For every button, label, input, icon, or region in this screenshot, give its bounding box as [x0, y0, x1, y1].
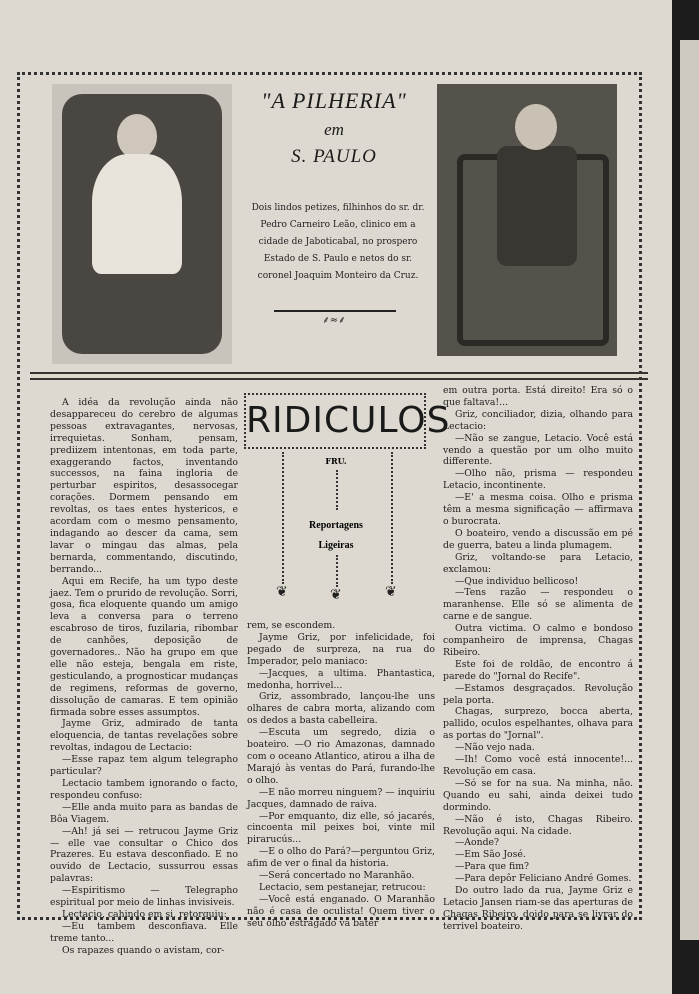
hanging-cord — [391, 452, 393, 584]
paragraph: —Você está enganado. O Maranhão não é casa de oculista! Quem tiver o seu olho estragado vá bater — [247, 893, 435, 929]
paragraph: —Aonde? — [455, 837, 500, 849]
hanging-cord — [282, 452, 284, 584]
paragraph: —Ih! Como você está innocente!... Revolução em casa. — [443, 754, 633, 777]
paragraph: Os rapazes quando o avistam, cor- — [62, 944, 225, 956]
section-divider — [30, 372, 648, 374]
paragraph: —Será concertado no Maranhão. — [259, 870, 415, 882]
paragraph: —Que individuo bellicoso! — [455, 575, 579, 587]
adjacent-page-edge — [680, 40, 699, 940]
top-story-headline — [236, 88, 432, 168]
ridiculos-subtitle — [296, 516, 376, 556]
cord-ornament: ❦ — [385, 584, 397, 600]
article-column-2 — [247, 620, 435, 929]
subtitle-line-1: Reportagens — [309, 520, 363, 531]
paragraph: —E o olho do Pará?—perguntou Griz, afim de ver o final da historia. — [247, 846, 435, 870]
hanging-cord — [336, 470, 338, 510]
paragraph: —Não se zangue, Letacio. Você está vendo a questão por um olho muito differente. — [443, 432, 633, 468]
headline-em: em — [324, 120, 344, 139]
paragraph: —Não é isto, Chagas Ribeiro. Revolução aqui. Na cidade. — [443, 813, 633, 837]
paragraph: —Elle anda muito para as bandas de Bôa Viagem. — [50, 801, 238, 825]
headline-city: S. PAULO — [291, 146, 377, 167]
paragraph: —Esse rapaz tem algum telegrapho particular? — [50, 754, 238, 778]
paragraph: Griz, voltando-se para Letacio, exclamou: — [443, 551, 633, 575]
paragraph: Griz, assombrado, lançou-lhe uns olhares de cabra morta, alizando com os dedos a basta cabelleira. — [247, 691, 435, 727]
photo-caption: Dois lindos petizes, filhinhos do sr. dr. Pedro Carneiro Leão, clinico em a cidade de Jaboticabal, no prospero Estado de S. Paulo e netos do sr. coronel Joaquim Monteiro da Cruz. — [251, 203, 425, 281]
cord-ornament: ❦ — [330, 587, 342, 603]
section-divider-2 — [30, 378, 648, 380]
paragraph: Do outro lado da rua, Jayme Griz e Letacio Jansen riam-se das aperturas de Chagas Ribeiro, doido para se livrar do terrivel boateiro. — [443, 885, 633, 932]
cord-ornament: ❦ — [276, 584, 288, 600]
paragraph: Lectacio, cahindo em si, retorquiu: — [62, 908, 227, 920]
article-column-1 — [50, 397, 238, 956]
paragraph: O boateiro, vendo a discussão em pé de guerra, bateu a linda plumagem. — [443, 527, 633, 551]
paragraph: —Tens razão — respondeu o maranhense. Elle só se alimenta de carne e de sangue. — [443, 587, 633, 623]
paragraph: —Ah! já sei — retrucou Jayme Griz — elle vae consultar o Chico dos Prazeres. Eu estava desconfiado. E no ouvido de Lectacio, sussurrou essas palavras: — [50, 825, 238, 885]
paragraph: —Jacques, a ultima. Phantastica, medonha, horrivel... — [247, 667, 435, 691]
ridiculos-title: RIDICULOS — [246, 400, 451, 441]
paragraph: —Só se for na sua. Na minha, não. Quando eu sahi, ainda deixei tudo dormindo. — [443, 777, 633, 813]
paragraph: —Por emquanto, diz elle, só jacarés, cincoenta mil peixes boi, vinte mil pirarucús... — [247, 810, 435, 846]
paragraph: —Espiritismo — Telegrapho espiritual por meio de linhas invisiveis. — [50, 885, 238, 909]
paragraph: Lectacio tambem ignorando o facto, respondeu confuso: — [50, 778, 238, 801]
paragraph: —Para depôr Feliciano André Gomes. — [455, 873, 632, 885]
ridiculos-title-box — [244, 393, 451, 449]
paragraph: —Eu tambem desconfiava. Elle treme tanto... — [50, 920, 238, 944]
subtitle-line-2: Ligeiras — [318, 540, 354, 551]
hanging-cord — [336, 555, 338, 587]
paragraph: Jayme Griz, admirado de tanta eloquencia, de tantas revelações sobre revoltas, indagou de Lectacio: — [50, 718, 238, 754]
paragraph: —Não vejo nada. — [455, 742, 535, 754]
article-column-3 — [443, 385, 633, 932]
paragraph: Chagas, surprezo, bocca aberta, pallido, oculos espelhantes, olhava para as portas do "Jornal". — [443, 706, 633, 742]
paragraph: —Estamos desgraçados. Revolução pela porta. — [443, 682, 633, 706]
paragraph: —E não morreu ninguem? — inquiriu Jacques, damnado de raiva. — [247, 786, 435, 810]
headline-title: "A PILHERIA" — [261, 88, 407, 113]
paragraph: rem, se escondem. — [247, 620, 336, 631]
paragraph: —E' a mesma coisa. Olho e prisma têm a mesma significação — affirmava o burocrata. — [443, 492, 633, 527]
photo-boy — [437, 84, 617, 356]
paragraph: —Para que fim? — [455, 861, 530, 873]
ornament-flourish: ⸙≈⸙ — [322, 315, 346, 326]
paragraph: em outra porta. Está direito! Era só o que faltava!... — [443, 385, 633, 408]
paragraph: —Olho não, prisma — respondeu Letacio, incontinente. — [443, 468, 633, 492]
paragraph: Este foi de roldão, de encontro á parede do "Jornal do Recife". — [443, 658, 633, 682]
paragraph: A idéa da revolução ainda não desappareceu do cerebro de algumas pessoas extravagantes, nervosas, irrequietas. Sonham, pensam, prediizem intentonas, em toda parte, exaggerando factos, inventando successos, na faina ingloria de perturbar espiritos, desassocegar corações. Dormem pensando em revoltas, os taes entes hystericos, e acordam com o mesmo pensamento, indagando ao descer da cama, sem lavar o mingau das almas, pela bernarda, commentando, discutindo, berrando... — [50, 397, 238, 575]
paragraph: Lectacio, sem pestanejar, retrucou: — [259, 881, 426, 893]
photo-girl — [52, 84, 232, 364]
paragraph: Outra victima. O calmo e bondoso companheiro de imprensa, Chagas Ribeiro. — [443, 623, 633, 658]
paragraph: —Em São José. — [455, 849, 526, 861]
paragraph: —Escuta um segredo, dizia o boateiro. —O rio Amazonas, damnado com o oceano Atlantico, atirou a ilha de Marajó às ventas do Pará, furando-lhe o olho. — [247, 727, 435, 786]
paragraph: Aqui em Recife, ha um typo deste jaez. Tem o prurido de revolução. Sorri, gosa, fica eloquente quando um amigo leva a conversa para o terreno escabroso de tiros, fuzilaria, ribombar de canhões, deposição de governadores.. Não ha grupo em que elle não esteja, bengala em riste, gesticulando, a prognosticar mudanças de regimens, reformas de governo, dissolução de camaras. E tem opinião firmada sobre esses assumptos. — [50, 575, 238, 718]
paragraph: Jayme Griz, por infelicidade, foi pegado de surpreza, na rua do Imperador, pelo maniaco: — [247, 631, 435, 667]
paragraph: Griz, conciliador, dizia, olhando para Lectacio: — [443, 408, 633, 432]
ridiculos-byline: FRU. — [325, 456, 347, 466]
